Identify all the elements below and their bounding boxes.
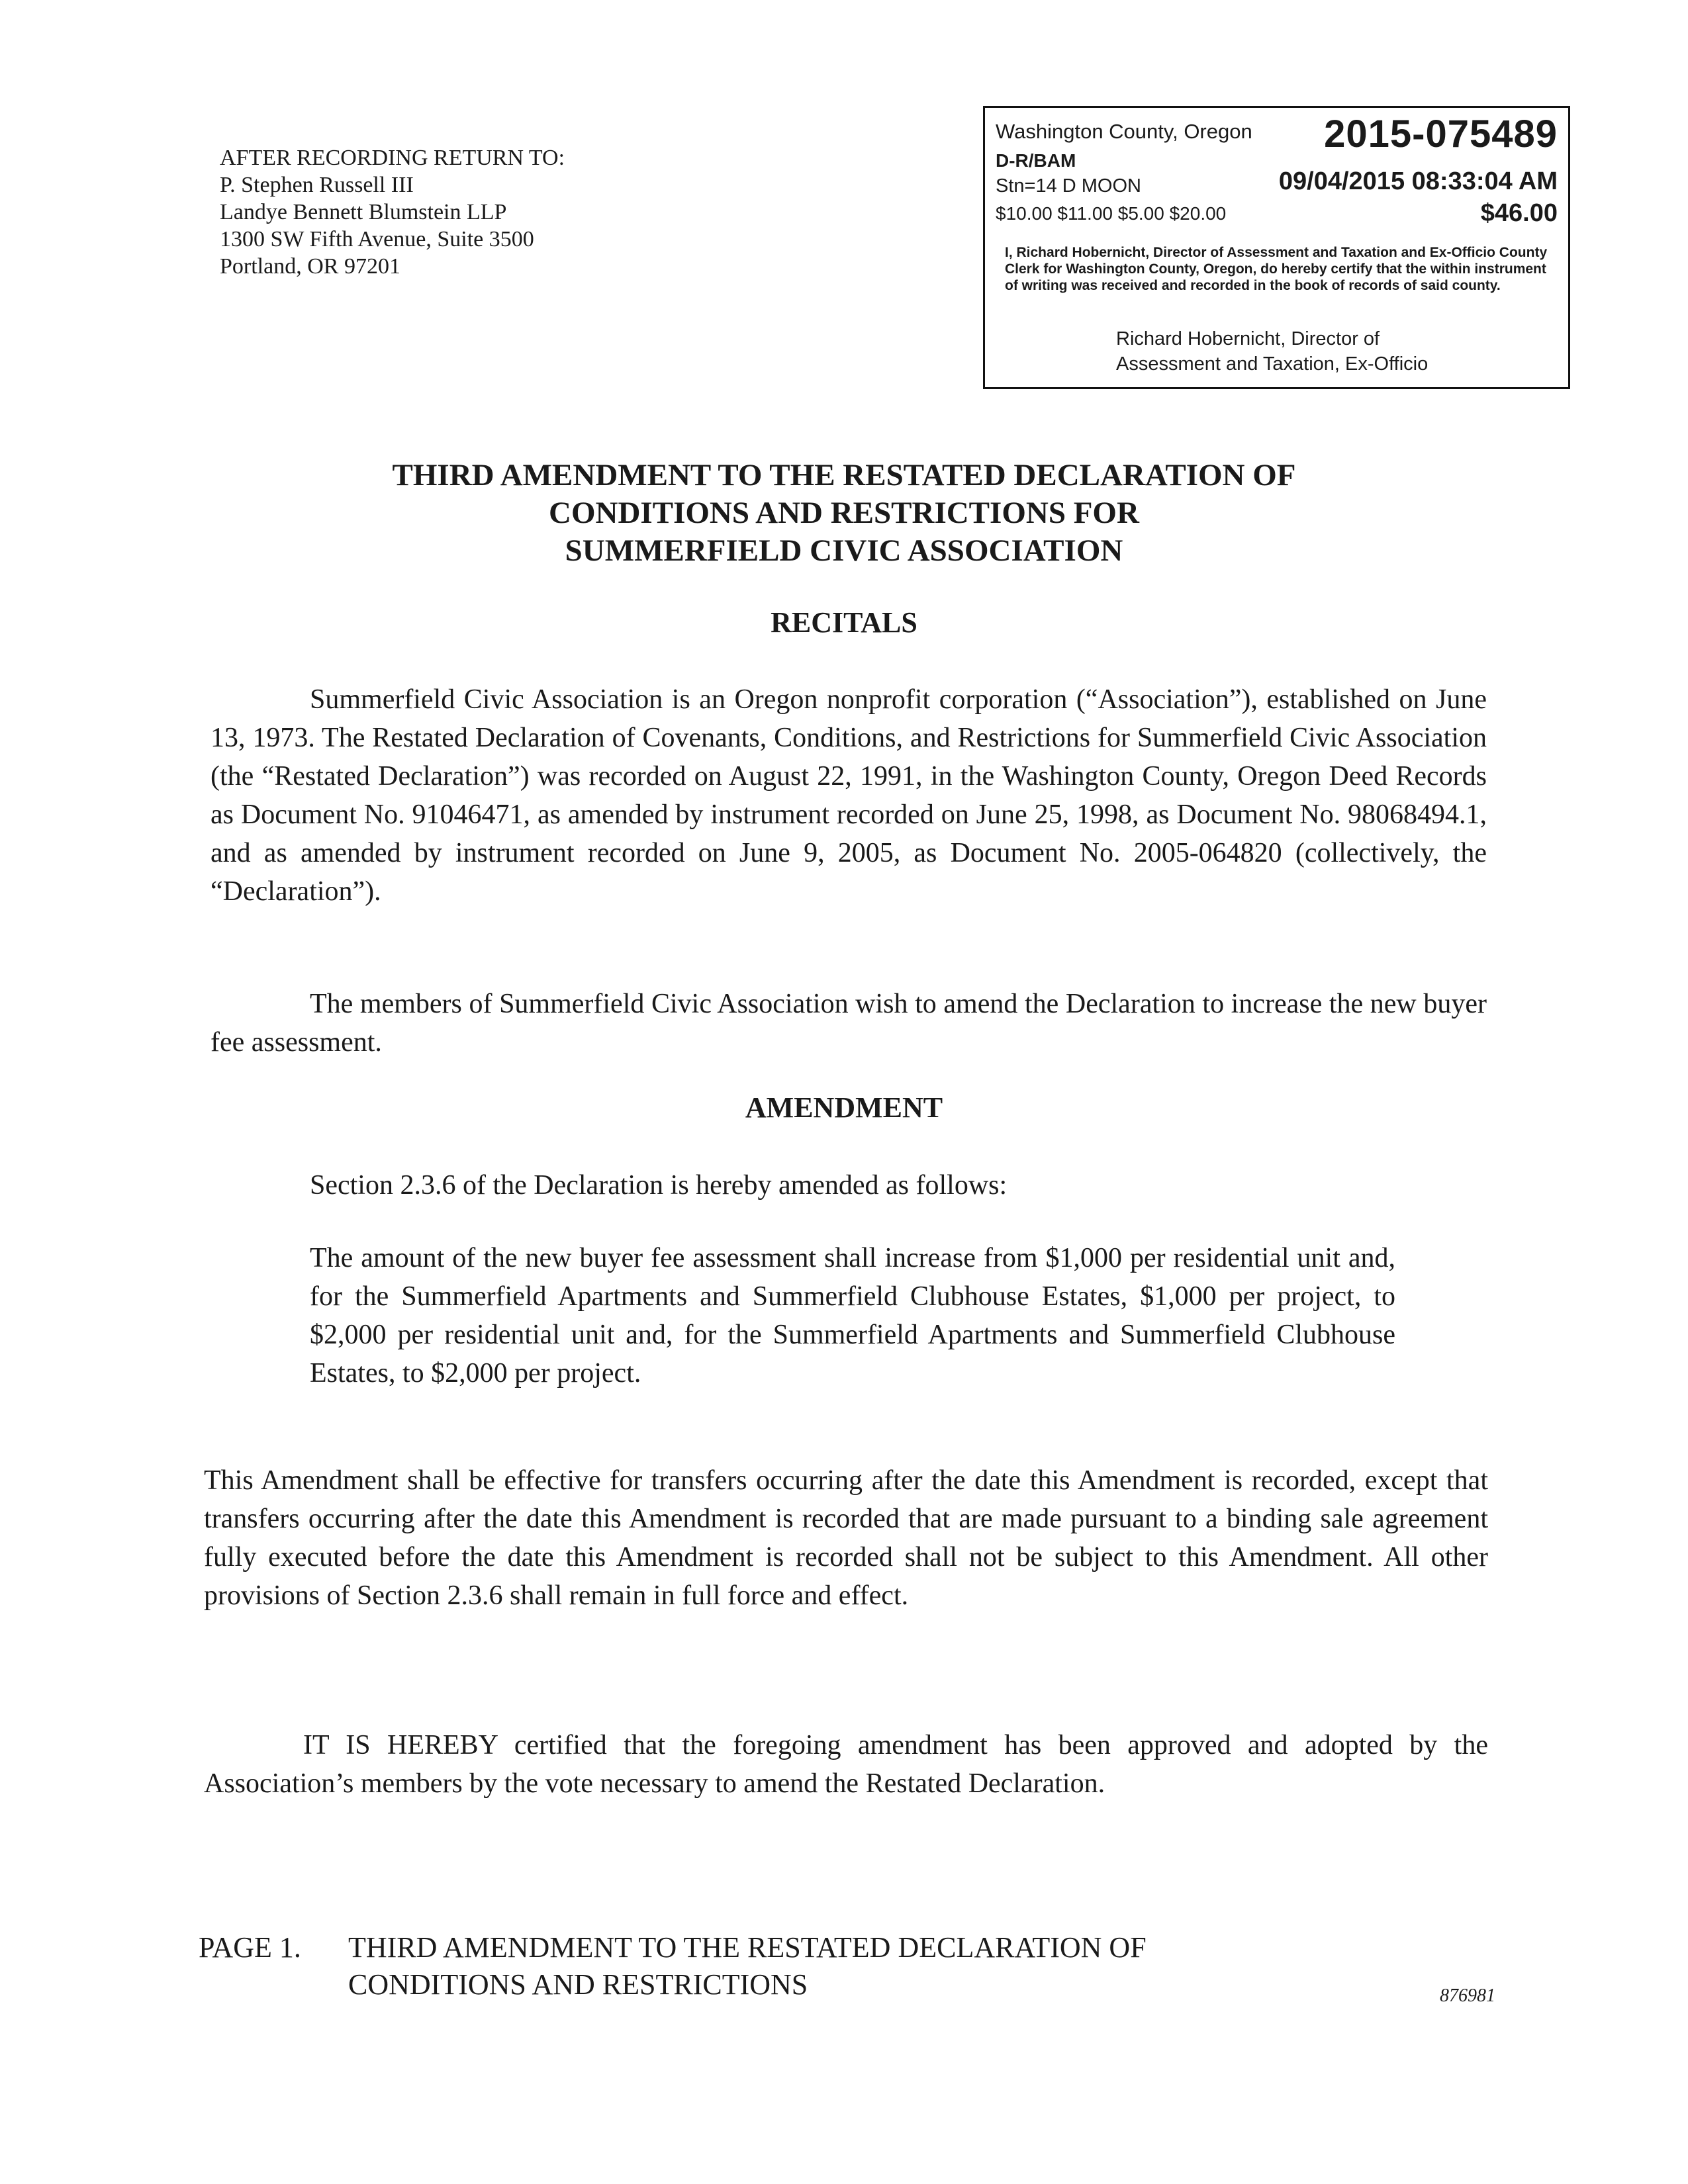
- return-name: P. Stephen Russell III: [220, 173, 414, 197]
- stamp-signer-line1: Richard Hobernicht, Director of: [1116, 328, 1380, 349]
- footer-page-label: PAGE 1.: [199, 1931, 301, 1964]
- page-footer: [199, 1929, 1147, 2003]
- amendment-effective: This Amendment shall be effective for transfers occurring after the date this Amendment is recorded, except that transfers occurring after the date this Amendment is recorded that are made pursuant to a binding sale agreement fully executed before the date this Amendment is recorded shall not be subject to this Amendment. All other provisions of Section 2.3.6 shall remain in full force and effect.: [204, 1465, 1488, 1611]
- amendment-certification: IT IS HEREBY certified that the foregoing amendment has been approved and adopted by the Association’s members by the vote necessary to amend the Restated Declaration.: [204, 1730, 1488, 1799]
- amendment-heading: AMENDMENT: [745, 1091, 943, 1124]
- title-line2: CONDITIONS AND RESTRICTIONS FOR: [549, 496, 1139, 530]
- stamp-datetime: 09/04/2015 08:33:04 AM: [1278, 167, 1558, 195]
- recitals-heading: RECITALS: [771, 606, 917, 639]
- stamp-fees: $10.00 $11.00 $5.00 $20.00: [996, 203, 1227, 224]
- recitals-paragraph-2: The members of Summerfield Civic Association wish to amend the Declaration to increase the new buyer fee assessment.: [211, 989, 1487, 1058]
- stamp-code: D-R/BAM: [996, 150, 1076, 171]
- stamp-certification: I, Richard Hobernicht, Director of Assessment and Taxation and Ex-Officio County Clerk for Washington County, Oregon, do hereby certify that the within instrument of writing was received and recorded in the book of records of said county.: [1005, 245, 1548, 293]
- footer-document-reference: 876981: [1440, 1985, 1495, 2006]
- return-street: 1300 SW Fifth Avenue, Suite 3500: [220, 227, 534, 251]
- stamp-signer-line2: Assessment and Taxation, Ex-Officio: [1116, 353, 1429, 375]
- title-line3: SUMMERFIELD CIVIC ASSOCIATION: [565, 533, 1123, 568]
- document-title: [0, 457, 1688, 570]
- stamp-document-number: 2015-075489: [1324, 113, 1558, 156]
- return-city: Portland, OR 97201: [220, 254, 400, 279]
- amendment-intro: Section 2.3.6 of the Declaration is hereby amended as follows:: [310, 1170, 1008, 1201]
- amendment-text: The amount of the new buyer fee assessment shall increase from $1,000 per residential unit and, for the Summerfield Apartments and Summerfield Clubhouse Estates, $1,000 per project, to $2,000 per residential unit and, for the Summerfield Apartments and Summerfield Clubhouse Estates, to $2,000 per project.: [310, 1243, 1395, 1388]
- stamp-total: $46.00: [1480, 199, 1558, 227]
- recording-stamp: [983, 106, 1570, 389]
- return-heading: AFTER RECORDING RETURN TO:: [220, 146, 565, 170]
- footer-line2: CONDITIONS AND RESTRICTIONS: [348, 1968, 808, 2001]
- recitals-paragraph-1: Summerfield Civic Association is an Oregon nonprofit corporation (“Association”), established on June 13, 1973. The Restated Declaration of Covenants, Conditions, and Restrictions for Summerfield Civic Association (the “Restated Declaration”) was recorded on August 22, 1991, in the Washington County, Oregon Deed Records as Document No. 91046471, as amended by instrument recorded on June 25, 1998, as Document No. 98068494.1, and as amended by instrument recorded on June 9, 2005, as Document No. 2005-064820 (collectively, the “Declaration”).: [211, 684, 1487, 907]
- footer-line1: THIRD AMENDMENT TO THE RESTATED DECLARATION OF: [348, 1931, 1147, 1964]
- return-firm: Landye Bennett Blumstein LLP: [220, 200, 507, 224]
- stamp-station: Stn=14 D MOON: [996, 175, 1141, 197]
- stamp-signer: [1116, 326, 1428, 377]
- return-address-block: [220, 144, 565, 280]
- title-line1: THIRD AMENDMENT TO THE RESTATED DECLARATION OF: [392, 458, 1296, 492]
- stamp-county: Washington County, Oregon: [996, 120, 1252, 143]
